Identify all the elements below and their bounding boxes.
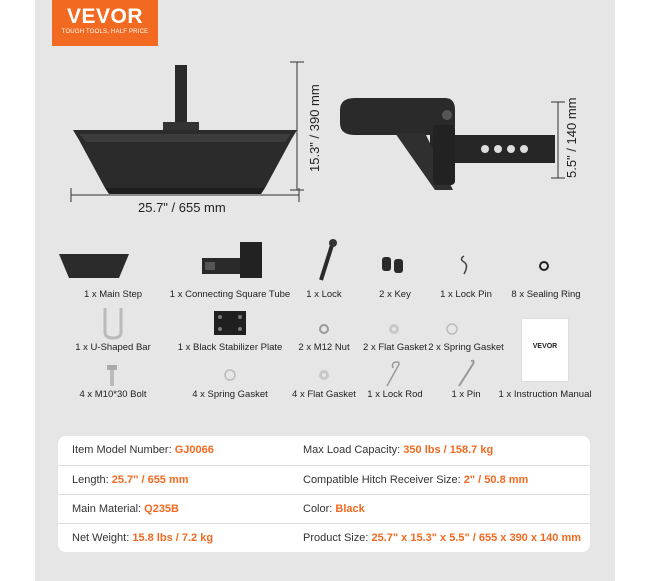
part-label-flat-gasket-4: 4 x Flat Gasket: [292, 389, 356, 400]
part-label-stabilizer-plate: 1 x Black Stabilizer Plate: [177, 342, 283, 353]
spec-max-load: [303, 444, 493, 456]
spec-label: Color:: [303, 503, 336, 515]
spec-label: Length:: [72, 474, 112, 486]
lock-pin-icon: [457, 254, 471, 276]
part-label-lock: 1 x Lock: [306, 289, 342, 300]
spec-product-size: [303, 532, 581, 544]
spring-gasket-icon: [223, 368, 237, 382]
spec-value: 25.7'' / 655 mm: [111, 474, 189, 486]
plate-icon: [213, 310, 247, 336]
height-dimension: 15.3" / 390 mm: [307, 84, 322, 172]
part-label-connecting-tube: 1 x Connecting Square Tube: [169, 289, 291, 300]
product-panel: [35, 0, 615, 581]
lock-icon: [315, 238, 339, 284]
spec-value: 15.8 lbs / 7.2 kg: [132, 532, 214, 544]
spec-value: GJ0066: [174, 444, 214, 456]
spec-row: [58, 494, 590, 524]
spec-length: [72, 474, 189, 486]
vevor-logo: [52, 0, 158, 46]
spec-label: Product Size:: [303, 532, 372, 544]
ring-icon: [538, 260, 550, 272]
spring-gasket-icon: [445, 322, 459, 336]
part-label-pin: 1 x Pin: [451, 389, 481, 400]
spec-label: Item Model Number:: [72, 444, 175, 456]
spec-label: Main Material:: [72, 503, 145, 515]
spec-value: 25.7" x 15.3" x 5.5" / 655 x 390 x 140 mm: [371, 532, 582, 544]
part-label-instruction-manual: 1 x Instruction Manual: [498, 389, 592, 400]
part-label-bolt: 4 x M10*30 Bolt: [79, 389, 147, 400]
hitch-step-side-view: [335, 95, 560, 195]
tube-icon: [200, 240, 266, 282]
spec-hitch-size: [303, 474, 528, 486]
part-label-spring-gasket-2: 2 x Spring Gasket: [428, 342, 504, 353]
part-label-u-bar: 1 x U-Shaped Bar: [75, 342, 151, 353]
spec-label: Compatible Hitch Receiver Size:: [303, 474, 464, 486]
width-dimension: 5.5" / 140 mm: [564, 97, 579, 178]
logo-name: VEVOR: [66, 5, 144, 28]
part-label-lock-rod: 1 x Lock Rod: [367, 389, 423, 400]
manual-brand: VEVOR: [532, 343, 558, 350]
specs-table: [58, 436, 590, 552]
manual-icon: [521, 318, 569, 382]
lock-rod-icon: [383, 360, 405, 388]
spec-label: Net Weight:: [72, 532, 133, 544]
step-icon: [57, 252, 131, 282]
spec-value: Black: [335, 503, 365, 515]
width-dimension-line: [551, 100, 565, 180]
key-icon: [380, 255, 408, 277]
logo-tagline: TOUGH TOOLS, HALF PRICE: [61, 29, 149, 35]
spec-item-model: [72, 444, 214, 456]
gasket-icon: [317, 368, 331, 382]
spec-value: 350 lbs / 158.7 kg: [403, 444, 494, 456]
height-dimension-line: [290, 60, 304, 192]
spec-row: [58, 523, 590, 553]
length-dimension: 25.7" / 655 mm: [138, 200, 226, 215]
part-label-sealing-ring: 8 x Sealing Ring: [511, 289, 581, 300]
spec-row: [58, 436, 590, 465]
part-label-spring-gasket-4: 4 x Spring Gasket: [192, 389, 268, 400]
nut-icon: [318, 323, 330, 335]
gasket-icon: [387, 322, 401, 336]
part-label-key: 2 x Key: [379, 289, 411, 300]
spec-label: Max Load Capacity:: [303, 444, 404, 456]
bolt-icon: [105, 364, 119, 388]
part-label-lock-pin: 1 x Lock Pin: [440, 289, 492, 300]
part-label-flat-gasket-2: 2 x Flat Gasket: [363, 342, 427, 353]
spec-value: Q235B: [144, 503, 179, 515]
part-label-m12-nut: 2 x M12 Nut: [298, 342, 350, 353]
spec-color: [303, 503, 365, 515]
pin-icon: [455, 358, 479, 388]
spec-material: [72, 503, 179, 515]
spec-net-weight: [72, 532, 213, 544]
part-label-main-step: 1 x Main Step: [83, 289, 143, 300]
u-bar-icon: [101, 306, 125, 340]
spec-value: 2" / 50.8 mm: [463, 474, 529, 486]
spec-row: [58, 465, 590, 495]
